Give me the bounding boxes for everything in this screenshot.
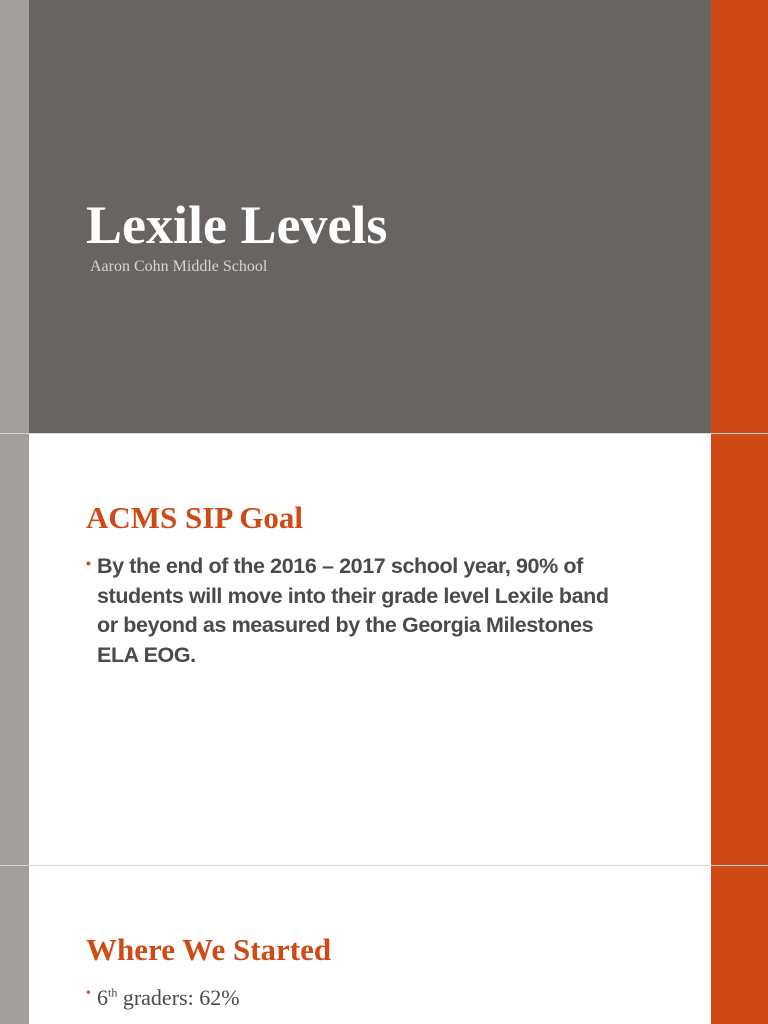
right-accent-bar [711, 0, 768, 433]
left-accent-bar [0, 434, 29, 865]
right-accent-bar [711, 866, 768, 1024]
right-accent-bar [711, 434, 768, 865]
left-accent-bar [0, 866, 29, 1024]
grade-suffix: th [108, 985, 118, 1000]
left-accent-bar [0, 0, 29, 433]
slide-heading: ACMS SIP Goal [86, 500, 304, 535]
bullet-dot-icon: • [86, 986, 91, 1001]
grade-stat: graders: 62% [117, 985, 240, 1010]
list-item [86, 552, 626, 670]
slide-title: Lexile Levels [86, 195, 388, 255]
goal-slide [0, 434, 768, 865]
grade-number: 6 [97, 985, 108, 1010]
list-item [86, 983, 626, 1013]
slide-subtitle: Aaron Cohn Middle School [90, 258, 268, 275]
bullet-list [86, 983, 626, 1013]
bullet-text: By the end of the 2016 – 2017 school year, 90% of students will move into their grade level Lexile band or beyond as measured by the Georgia Milestones ELA EOG. [97, 554, 609, 667]
bullet-dot-icon: • [86, 555, 91, 571]
title-slide [0, 0, 768, 433]
where-we-started-slide [0, 866, 768, 1024]
bullet-list [86, 552, 626, 670]
slide-heading: Where We Started [86, 932, 332, 967]
